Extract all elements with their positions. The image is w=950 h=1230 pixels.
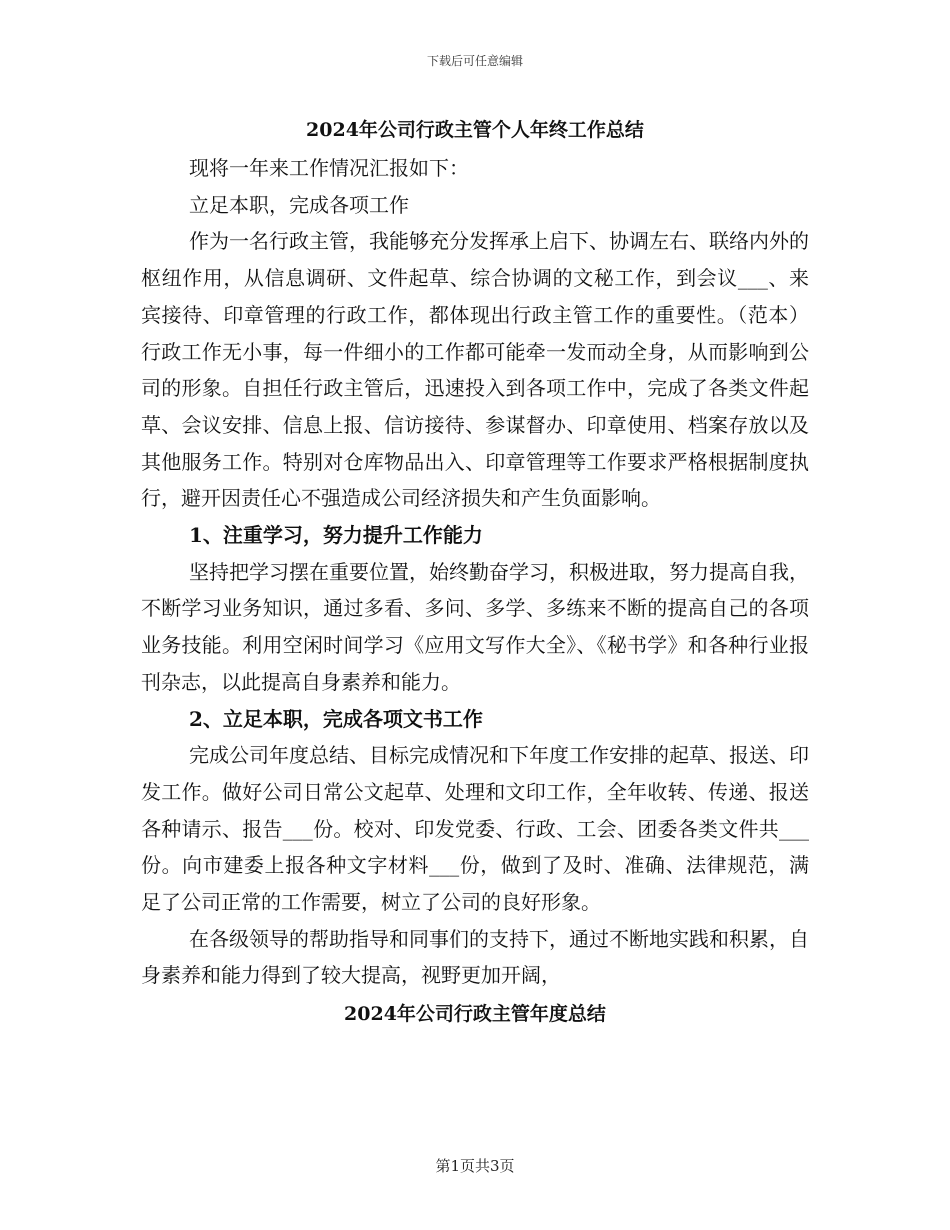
- section-intro-heading: 立足本职，完成各项工作: [189, 192, 409, 217]
- next-document-title: 2024年公司行政主管年度总结: [344, 1003, 606, 1026]
- section-2-heading: 2、立足本职，完成各项文书工作: [189, 706, 483, 731]
- section-2-body: 完成公司年度总结、目标完成情况和下年度工作安排的起草、报送、印发工作。做好公司日常公文起草、处理和文印工作，全年收转、传递、报送各种请示、报告___份。校对、印发党委、行政、工会、团委各类文件共___份。向市建委上报各种文字材料___份，做到了及时、准确、法律规范，满足了公司正常的工作需要，树立了公司的良好形象。: [141, 743, 809, 915]
- intro-paragraph: 现将一年来工作情况汇报如下：: [189, 156, 469, 180]
- document-title: 2024年公司行政主管个人年终工作总结: [306, 119, 644, 141]
- document-body: [141, 112, 809, 1032]
- section-1-heading: 1、注重学习，努力提升工作能力: [189, 523, 483, 548]
- section-1-body: 坚持把学习摆在重要位置，始终勤奋学习，积极进取，努力提高自我，不断学习业务知识，通过多看、多问、多学、多练来不断的提高自己的各项业务技能。利用空闲时间学习《应用文写作大全》、《秘书学》和各种行业报刊杂志，以此提高自身素养和能力。: [141, 559, 809, 694]
- page-header: 下载后可任意编辑: [426, 54, 523, 68]
- closing-paragraph: 在各级领导的帮助指导和同事们的支持下，通过不断地实践和积累，自身素养和能力得到了较大提高，视野更加开阔，: [141, 926, 809, 988]
- body-paragraph: 作为一名行政主管，我能够充分发挥承上启下、协调左右、联络内外的枢纽作用，从信息调研、文件起草、综合协调的文秘工作，到会议___、来宾接待、印章管理的行政工作，都体现出行政主管工作的重要性。（范本）行政工作无小事，每一件细小的工作都可能牵一发而动全身，从而影响到公司的形象。自担任行政主管后，迅速投入到各项工作中，完成了各类文件起草、会议安排、信息上报、信访接待、参谋督办、印章使用、档案存放以及其他服务工作。特别对仓库物品出入、印章管理等工作要求严格根据制度执行，避开因责任心不强造成公司经济损失和产生负面影响。: [141, 229, 809, 511]
- page-footer: 第1页共3页: [435, 1157, 515, 1175]
